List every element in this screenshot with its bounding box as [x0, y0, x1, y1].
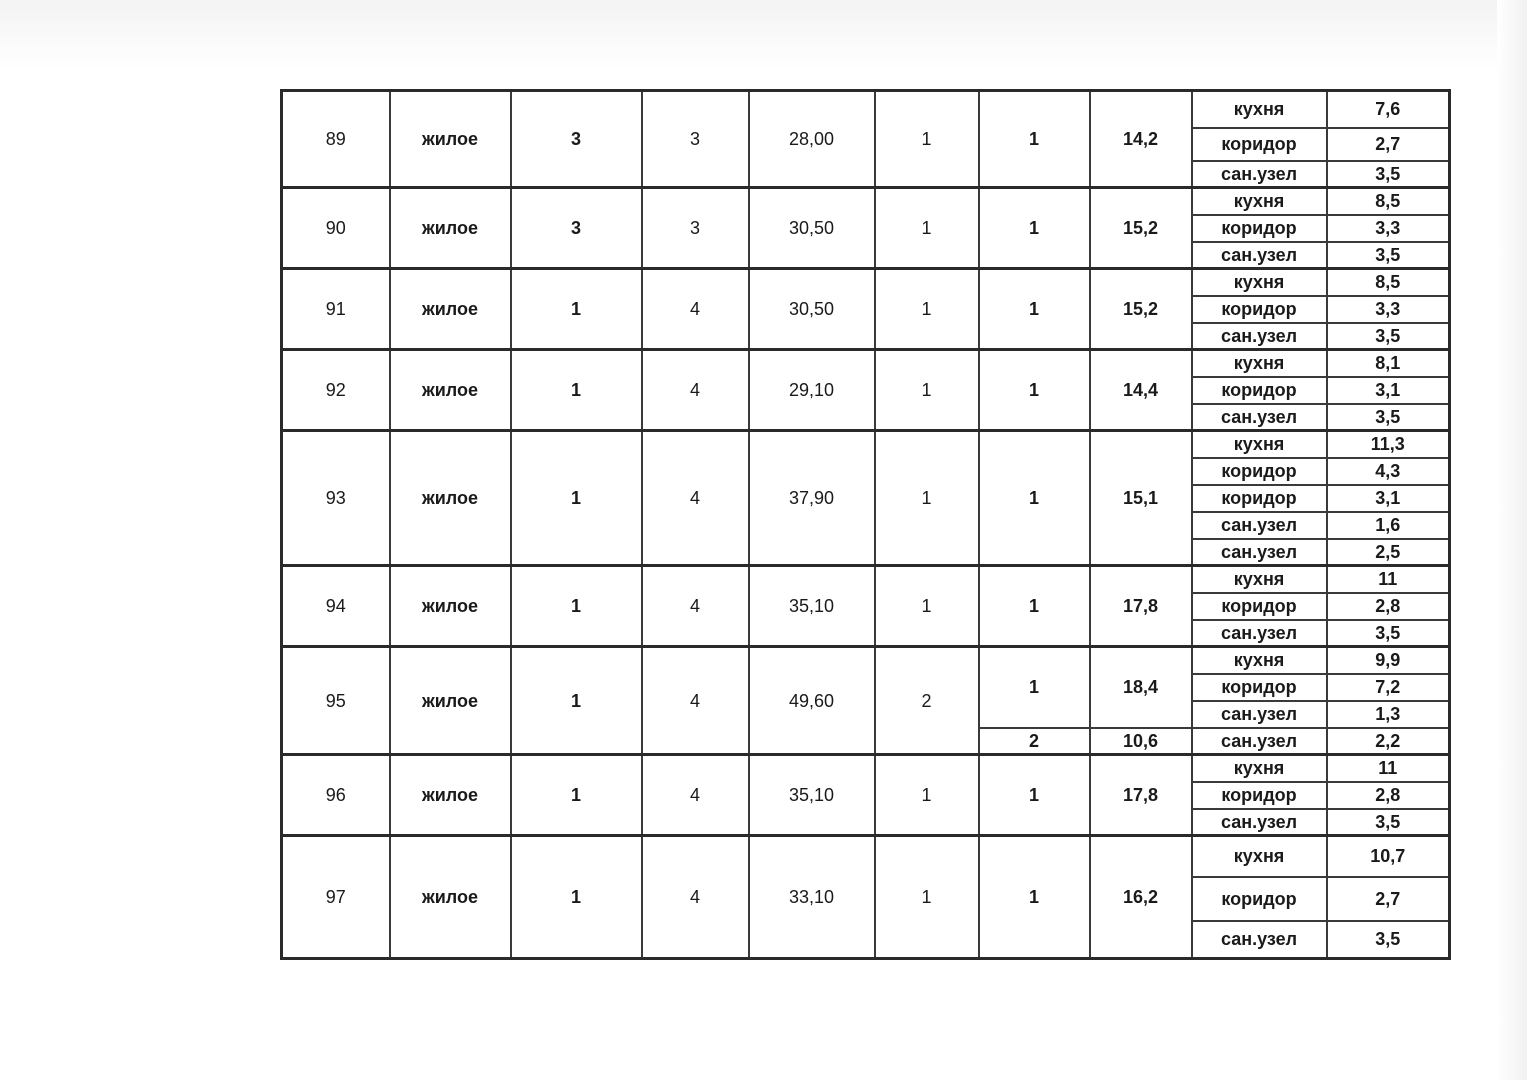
aux-room-name: кухня — [1192, 350, 1327, 377]
aux-room-name: коридор — [1192, 782, 1327, 809]
aux-room-name: коридор — [1192, 377, 1327, 404]
aux-room-area: 3,5 — [1327, 620, 1450, 647]
room-area: 15,2 — [1090, 188, 1192, 269]
aux-room-area: 3,5 — [1327, 323, 1450, 350]
room-area: 15,1 — [1090, 431, 1192, 566]
room-count: 1 — [875, 431, 979, 566]
aux-room-area: 3,3 — [1327, 215, 1450, 242]
aux-room-name: кухня — [1192, 566, 1327, 593]
aux-room-area: 1,3 — [1327, 701, 1450, 728]
table-row — [282, 91, 1450, 128]
aux-room-name: коридор — [1192, 593, 1327, 620]
apartment-group — [282, 647, 1450, 755]
apartment-group — [282, 836, 1450, 959]
apartment-number: 95 — [282, 647, 390, 755]
aux-room-area: 3,1 — [1327, 485, 1450, 512]
aux-room-area: 3,5 — [1327, 161, 1450, 188]
premises-type: жилое — [390, 188, 511, 269]
premises-type: жилое — [390, 91, 511, 188]
total-area: 49,60 — [749, 647, 875, 755]
apartment-group — [282, 188, 1450, 269]
section-number: 3 — [511, 188, 642, 269]
floor-number: 3 — [642, 188, 749, 269]
floor-number: 4 — [642, 755, 749, 836]
aux-room-name: коридор — [1192, 877, 1327, 921]
apartment-group — [282, 755, 1450, 836]
floor-number: 4 — [642, 350, 749, 431]
room-count: 1 — [875, 350, 979, 431]
floor-number: 4 — [642, 431, 749, 566]
aux-room-name: сан.узел — [1192, 921, 1327, 959]
aux-room-name: коридор — [1192, 674, 1327, 701]
floor-number: 4 — [642, 566, 749, 647]
apartment-group — [282, 350, 1450, 431]
section-number: 1 — [511, 350, 642, 431]
table-row — [282, 836, 1450, 877]
section-number: 1 — [511, 647, 642, 755]
aux-room-area: 7,2 — [1327, 674, 1450, 701]
aux-room-area: 2,7 — [1327, 128, 1450, 161]
room-area: 14,4 — [1090, 350, 1192, 431]
premises-type: жилое — [390, 350, 511, 431]
aux-room-area: 9,9 — [1327, 647, 1450, 674]
room-number: 1 — [979, 755, 1090, 836]
aux-room-name: сан.узел — [1192, 404, 1327, 431]
aux-room-area: 3,5 — [1327, 921, 1450, 959]
apartment-group — [282, 269, 1450, 350]
floor-number: 4 — [642, 647, 749, 755]
total-area: 37,90 — [749, 431, 875, 566]
room-area: 18,4 — [1090, 647, 1192, 728]
aux-room-name: сан.узел — [1192, 512, 1327, 539]
room-number: 2 — [979, 728, 1090, 755]
aux-room-area: 11,3 — [1327, 431, 1450, 458]
aux-room-area: 8,1 — [1327, 350, 1450, 377]
aux-room-name: сан.узел — [1192, 728, 1327, 755]
premises-type: жилое — [390, 755, 511, 836]
aux-room-area: 3,5 — [1327, 809, 1450, 836]
room-number: 1 — [979, 269, 1090, 350]
apartment-number: 90 — [282, 188, 390, 269]
aux-room-area: 2,2 — [1327, 728, 1450, 755]
total-area: 33,10 — [749, 836, 875, 959]
aux-room-name: сан.узел — [1192, 323, 1327, 350]
total-area: 30,50 — [749, 269, 875, 350]
apartment-number: 96 — [282, 755, 390, 836]
room-count: 2 — [875, 647, 979, 755]
aux-room-name: кухня — [1192, 431, 1327, 458]
premises-type: жилое — [390, 836, 511, 959]
aux-room-name: кухня — [1192, 188, 1327, 215]
aux-room-area: 8,5 — [1327, 269, 1450, 296]
aux-room-name: коридор — [1192, 485, 1327, 512]
aux-room-name: кухня — [1192, 755, 1327, 782]
premises-type: жилое — [390, 647, 511, 755]
aux-room-name: сан.узел — [1192, 701, 1327, 728]
aux-room-name: коридор — [1192, 128, 1327, 161]
room-area: 10,6 — [1090, 728, 1192, 755]
aux-room-name: коридор — [1192, 458, 1327, 485]
aux-room-area: 11 — [1327, 566, 1450, 593]
aux-room-name: коридор — [1192, 215, 1327, 242]
section-number: 3 — [511, 91, 642, 188]
room-number: 1 — [979, 91, 1090, 188]
scan-shadow — [0, 0, 1527, 70]
room-number: 1 — [979, 431, 1090, 566]
room-area: 17,8 — [1090, 755, 1192, 836]
aux-room-area: 4,3 — [1327, 458, 1450, 485]
aux-room-name: кухня — [1192, 91, 1327, 128]
floor-number: 4 — [642, 269, 749, 350]
aux-room-name: кухня — [1192, 269, 1327, 296]
aux-room-area: 1,6 — [1327, 512, 1450, 539]
section-number: 1 — [511, 269, 642, 350]
room-area: 16,2 — [1090, 836, 1192, 959]
room-number: 1 — [979, 647, 1090, 728]
floor-number: 3 — [642, 91, 749, 188]
table-row — [282, 647, 1450, 674]
aux-room-name: кухня — [1192, 836, 1327, 877]
aux-room-area: 3,3 — [1327, 296, 1450, 323]
apartment-group — [282, 91, 1450, 188]
table-row — [282, 350, 1450, 377]
aux-room-name: сан.узел — [1192, 620, 1327, 647]
premises-type: жилое — [390, 566, 511, 647]
apartment-number: 94 — [282, 566, 390, 647]
aux-room-area: 7,6 — [1327, 91, 1450, 128]
room-count: 1 — [875, 269, 979, 350]
aux-room-area: 3,5 — [1327, 404, 1450, 431]
room-number: 1 — [979, 350, 1090, 431]
room-count: 1 — [875, 836, 979, 959]
premises-type: жилое — [390, 431, 511, 566]
aux-room-name: сан.узел — [1192, 809, 1327, 836]
apartment-number: 91 — [282, 269, 390, 350]
room-area: 15,2 — [1090, 269, 1192, 350]
aux-room-area: 11 — [1327, 755, 1450, 782]
apartment-number: 93 — [282, 431, 390, 566]
aux-room-area: 3,1 — [1327, 377, 1450, 404]
room-count: 1 — [875, 91, 979, 188]
aux-room-area: 2,8 — [1327, 593, 1450, 620]
aux-room-name: сан.узел — [1192, 242, 1327, 269]
aux-room-name: сан.узел — [1192, 161, 1327, 188]
aux-room-area: 8,5 — [1327, 188, 1450, 215]
table-row — [282, 269, 1450, 296]
scan-edge — [1497, 0, 1527, 1080]
room-count: 1 — [875, 188, 979, 269]
aux-room-area: 10,7 — [1327, 836, 1450, 877]
room-count: 1 — [875, 566, 979, 647]
apartment-group — [282, 431, 1450, 566]
aux-room-area: 3,5 — [1327, 242, 1450, 269]
total-area: 35,10 — [749, 566, 875, 647]
apartment-number: 92 — [282, 350, 390, 431]
room-number: 1 — [979, 188, 1090, 269]
table-row — [282, 566, 1450, 593]
premises-type: жилое — [390, 269, 511, 350]
aux-room-name: кухня — [1192, 647, 1327, 674]
section-number: 1 — [511, 566, 642, 647]
section-number: 1 — [511, 755, 642, 836]
section-number: 1 — [511, 431, 642, 566]
total-area: 35,10 — [749, 755, 875, 836]
aux-room-name: коридор — [1192, 296, 1327, 323]
apartment-number: 97 — [282, 836, 390, 959]
apartments-table — [280, 89, 1451, 960]
floor-number: 4 — [642, 836, 749, 959]
table-row — [282, 431, 1450, 458]
total-area: 28,00 — [749, 91, 875, 188]
apartment-number: 89 — [282, 91, 390, 188]
table-row — [282, 755, 1450, 782]
room-area: 17,8 — [1090, 566, 1192, 647]
room-number: 1 — [979, 836, 1090, 959]
aux-room-area: 2,8 — [1327, 782, 1450, 809]
section-number: 1 — [511, 836, 642, 959]
aux-room-name: сан.узел — [1192, 539, 1327, 566]
room-count: 1 — [875, 755, 979, 836]
room-area: 14,2 — [1090, 91, 1192, 188]
total-area: 29,10 — [749, 350, 875, 431]
room-number: 1 — [979, 566, 1090, 647]
table-row — [282, 188, 1450, 215]
aux-room-area: 2,7 — [1327, 877, 1450, 921]
apartment-group — [282, 566, 1450, 647]
aux-room-area: 2,5 — [1327, 539, 1450, 566]
total-area: 30,50 — [749, 188, 875, 269]
